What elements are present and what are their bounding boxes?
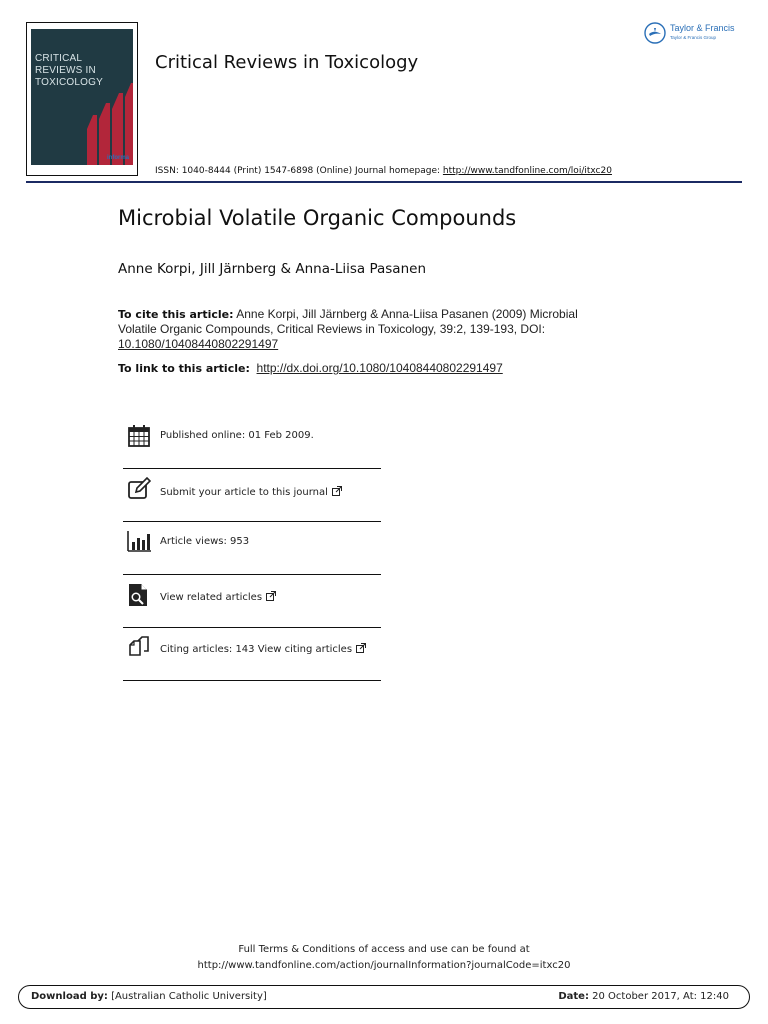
submit-article-link[interactable] — [160, 486, 342, 498]
link-label: To link to this article: — [118, 362, 250, 375]
row-divider — [123, 574, 381, 575]
journal-title[interactable]: Critical Reviews in Toxicology — [155, 52, 419, 73]
related-articles-link[interactable] — [160, 591, 276, 603]
citation-block — [118, 307, 588, 352]
related-articles-text: View related articles — [160, 592, 263, 603]
download-label: Download by: — [31, 991, 108, 1002]
cover-artwork — [31, 29, 133, 165]
external-link-icon — [356, 643, 366, 653]
issn-text: ISSN: 1040-8444 (Print) 1547-6898 (Online) Journal homepage: — [155, 166, 443, 176]
issn-line — [155, 166, 612, 176]
date-label: Date: — [558, 991, 589, 1002]
search-document-icon — [127, 583, 151, 607]
article-views-row — [123, 523, 381, 575]
cite-label: To cite this article: — [118, 308, 234, 321]
article-link-row — [118, 361, 503, 375]
citing-articles-link[interactable] — [160, 643, 366, 655]
submit-article-text: Submit your article to this journal — [160, 487, 328, 498]
published-text: Published online: 01 Feb 2009. — [160, 430, 314, 441]
terms-notice — [0, 942, 768, 974]
terms-line-1: Full Terms & Conditions of access and use can be found at — [238, 944, 530, 955]
date-value: 20 October 2017, At: 12:40 — [588, 991, 729, 1002]
article-authors: Anne Korpi, Jill Järnberg & Anna-Liisa Pasanen — [118, 261, 426, 277]
article-title: Microbial Volatile Organic Compounds — [118, 206, 517, 230]
article-views-text: Article views: 953 — [160, 536, 250, 547]
published-row — [123, 417, 381, 469]
download-date — [558, 991, 729, 1002]
cover-brand: informa — [106, 155, 129, 161]
external-link-icon — [332, 486, 342, 496]
citing-articles-text: Citing articles: 143 View citing articles — [160, 644, 353, 655]
row-divider — [123, 627, 381, 628]
publisher-logo[interactable] — [644, 22, 744, 48]
external-link-icon — [266, 591, 276, 601]
citing-documents-icon — [127, 636, 151, 660]
download-value: [Australian Catholic University] — [107, 991, 267, 1002]
submit-article-row[interactable] — [123, 470, 381, 522]
citing-articles-row[interactable] — [123, 629, 381, 681]
row-divider — [123, 521, 381, 522]
header-divider — [26, 181, 742, 183]
journal-homepage-link[interactable]: http://www.tandfonline.com/loi/itxc20 — [442, 166, 612, 176]
taylor-francis-logo-icon — [644, 22, 666, 44]
download-by — [31, 991, 267, 1002]
cover-title: CRITICAL REVIEWS IN TOXICOLOGY — [35, 53, 103, 88]
edit-icon — [127, 477, 151, 501]
calendar-icon — [127, 424, 151, 448]
cite-doi-link[interactable]: 10.1080/10408440802291497 — [118, 337, 279, 351]
download-info-bar — [18, 985, 750, 1009]
publisher-name: Taylor & Francis — [670, 23, 735, 33]
cite-text: Anne Korpi, Jill Järnberg & Anna-Liisa Pasanen (2009) Microbial Volatile Organic Compounds, Critical Reviews in Toxicology, 39:2, 139-193, DOI: — [118, 307, 578, 336]
cover-bars-graphic — [31, 29, 133, 165]
bar-chart-icon — [127, 529, 151, 553]
related-articles-row[interactable] — [123, 576, 381, 628]
publisher-subname: Taylor & Francis Group — [670, 35, 717, 40]
row-divider — [123, 468, 381, 469]
row-divider — [123, 680, 381, 681]
terms-url[interactable]: http://www.tandfonline.com/action/journalInformation?journalCode=itxc20 — [197, 960, 571, 971]
article-doi-link[interactable]: http://dx.doi.org/10.1080/10408440802291497 — [256, 361, 503, 375]
journal-cover — [26, 22, 138, 176]
